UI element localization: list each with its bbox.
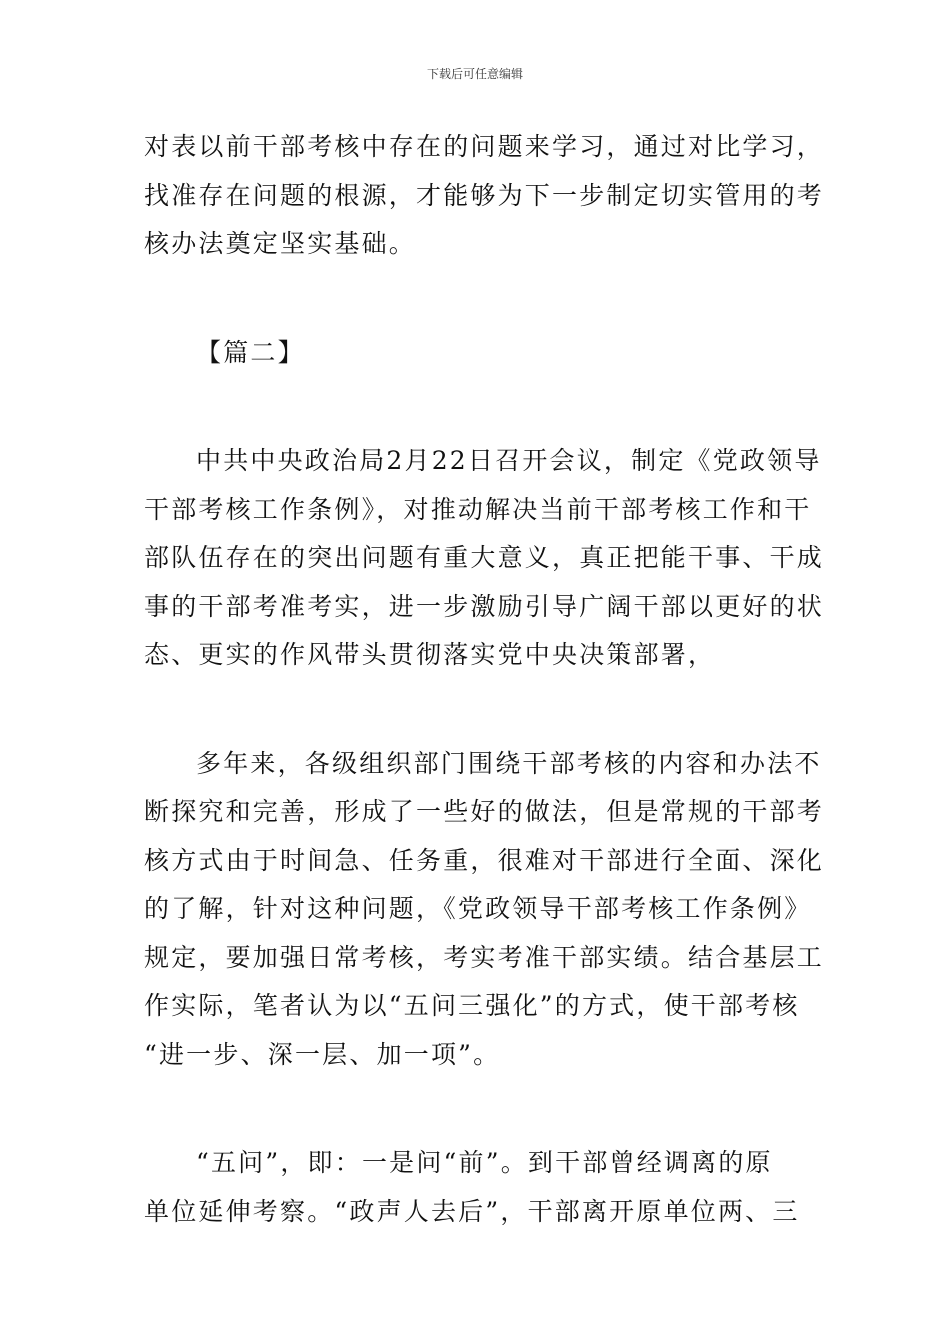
paragraph-continuation — [144, 123, 825, 269]
text-line: 断探究和完善，形成了一些好的做法，但是常规的干部考 — [144, 797, 825, 826]
document-body — [144, 123, 825, 1236]
paragraph-1 — [144, 437, 825, 680]
text-line: 事的干部考准考实，进一步激励引导广阔干部以更好的状 — [144, 591, 825, 621]
text-line: 单位延伸考察。“政声人去后”，干部离开原单位两、三 — [144, 1196, 800, 1226]
paragraph-2 — [144, 740, 825, 1080]
text-line: “五问”，即：一是问“前”。到干部曾经调离的原 — [196, 1148, 773, 1177]
section-heading — [144, 329, 808, 378]
text-line: 规定，要加强日常考核，考实考准干部实绩。结合基层工 — [144, 942, 825, 972]
text-line: 中共中央政治局2月22日召开会议，制定《党政领导 — [196, 446, 822, 475]
text-line: 多年来，各级组织部门围绕干部考核的内容和办法不 — [196, 748, 822, 778]
text-line: 找准存在问题的根源，才能够为下一步制定切实管用的考 — [144, 180, 825, 210]
text-line: 核办法奠定坚实基础。 — [144, 229, 417, 258]
text-line: 对表以前干部考核中存在的问题来学习，通过对比学习， — [144, 132, 825, 161]
text-line: 的了解，针对这种问题，《党政领导干部考核工作条例》 — [144, 894, 812, 923]
text-line: 态、更实的作风带头贯彻落实党中央决策部署， — [144, 640, 716, 669]
text-line: “进一步、深一层、加一项”。 — [144, 1039, 501, 1069]
text-line: 作实际，笔者认为以“五问三强化”的方式，使干部考核 — [144, 991, 800, 1020]
section-title: 【篇二】 — [196, 337, 305, 367]
paragraph-3 — [144, 1139, 808, 1236]
text-line: 干部考核工作条例》，对推动解决当前干部考核工作和干 — [144, 494, 812, 524]
text-line: 核方式由于时间急、任务重，很难对干部进行全面、深化 — [144, 845, 825, 875]
text-line: 部队伍存在的突出问题有重大意义，真正把能干事、干成 — [144, 543, 825, 572]
page-header: 下载后可任意编辑 — [426, 67, 523, 81]
